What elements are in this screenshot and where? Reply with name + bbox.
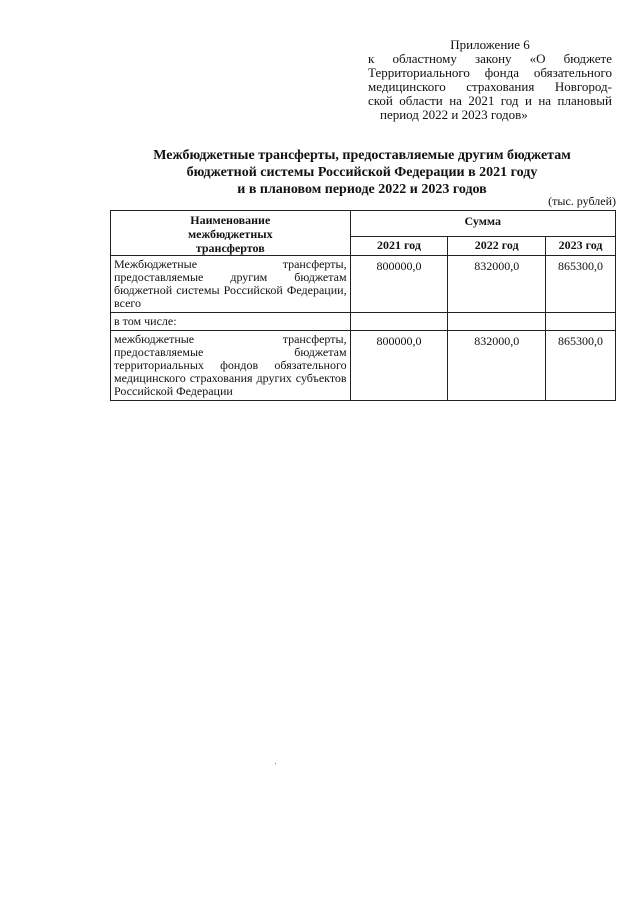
row-value: 865300,0: [546, 256, 616, 313]
row-name: Межбюджетные трансферты, предоставляемые другим бюджетам бюджетной системы Российской Федерации, всего: [111, 256, 351, 313]
row-name: в том числе:: [111, 313, 351, 331]
header-year: 2022 год: [448, 237, 546, 256]
appendix-line: к областному закону «О бюджете: [368, 51, 612, 66]
table-row: [111, 313, 616, 331]
appendix-line: Территориального фонда обязательного: [368, 65, 612, 80]
table-row: [111, 256, 616, 313]
appendix-line: период 2022 и 2023 годов»: [380, 107, 528, 122]
scan-speck: [275, 763, 276, 764]
appendix-block: [368, 38, 612, 122]
row-name: межбюджетные трансферты, предоставляемые бюджетам территориальных фондов обязательного медицинского страхования других субъектов Российской Федерации: [111, 331, 351, 401]
header-name: Наименование межбюджетных трансфертов: [111, 211, 351, 256]
document-title: [110, 147, 614, 198]
row-value: [350, 313, 448, 331]
header-year: 2021 год: [350, 237, 448, 256]
unit-label: (тыс. рублей): [548, 194, 616, 208]
row-value: 865300,0: [546, 331, 616, 401]
row-value: 832000,0: [448, 331, 546, 401]
row-value: [448, 313, 546, 331]
appendix-title: Приложение 6: [450, 37, 530, 52]
row-value: 800000,0: [350, 256, 448, 313]
row-value: [546, 313, 616, 331]
title-line: Межбюджетные трансферты, предоставляемые другим бюджетам: [153, 148, 571, 163]
row-value: 800000,0: [350, 331, 448, 401]
row-value: 832000,0: [448, 256, 546, 313]
appendix-line: медицинского страхования Новгород-: [368, 79, 612, 94]
header-sum: Сумма: [350, 211, 615, 237]
table-row: [111, 331, 616, 401]
header-year: 2023 год: [546, 237, 616, 256]
table-header-row: [111, 211, 616, 237]
appendix-line: ской области на 2021 год и на плановый: [368, 93, 612, 108]
transfers-table: [110, 210, 616, 401]
title-line: бюджетной системы Российской Федерации в 2021 году: [186, 165, 538, 180]
title-line: и в плановом периоде 2022 и 2023 годов: [237, 182, 487, 197]
